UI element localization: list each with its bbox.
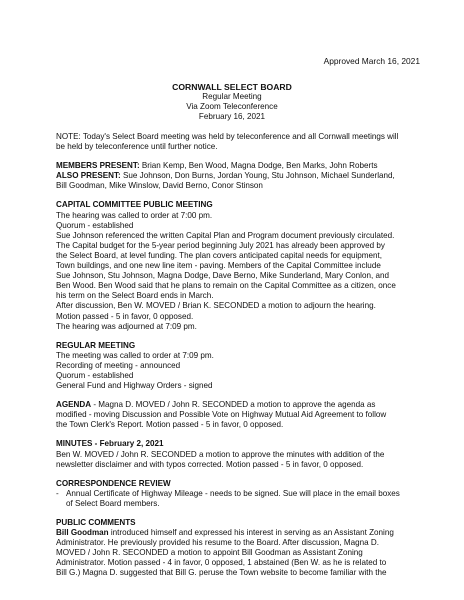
section-heading: CORRESPONDENCE REVIEW <box>56 478 171 488</box>
agenda-section <box>56 400 420 430</box>
text-line <box>56 528 420 538</box>
meeting-type: Regular Meeting <box>202 92 262 102</box>
text-line: of Select Board members. <box>66 498 160 508</box>
minutes-approval-section <box>56 439 420 469</box>
members-present-label: MEMBERS PRESENT: <box>56 161 140 171</box>
correspondence-list <box>56 489 420 509</box>
text-line: Motion passed - 5 in favor, 0 opposed. <box>56 311 194 321</box>
correspondence-section <box>56 479 420 509</box>
note-line: be held by teleconference until further notice. <box>56 142 218 152</box>
document-header <box>0 82 464 122</box>
text-fragment: introduced himself and expressed his interest in serving as an Assistant Zoning <box>108 528 394 538</box>
text-line: Bill G.) Magna D. suggested that Bill G. peruse the Town website to become familiar with the <box>56 568 387 578</box>
text-line: The meeting was called to order at 7:09 pm. <box>56 350 214 360</box>
also-present-label: ALSO PRESENT: <box>56 171 121 181</box>
text-line: General Fund and Highway Orders - signed <box>56 381 213 391</box>
text-line: Ben Wood. Ben Wood said that he plans to remain on the Capital Committee as a citizen, once <box>56 281 396 291</box>
text-line: MOVED / John R. SECONDED a motion to appoint Bill Goodman as Assistant Zoning <box>56 548 363 558</box>
members-present-names: Brian Kemp, Ben Wood, Magna Dodge, Ben Marks, John Roberts <box>139 161 378 171</box>
meeting-venue: Via Zoom Teleconference <box>186 102 278 112</box>
list-item <box>56 489 420 509</box>
also-present-names: Sue Johnson, Don Burns, Jordan Young, Stu Johnson, Michael Sunderland, <box>120 171 395 181</box>
regular-meeting-section <box>56 341 420 391</box>
section-heading: REGULAR MEETING <box>56 340 136 350</box>
text-line: newsletter disclaimer and with typos corrected. Motion passed - 5 in favor, 0 opposed. <box>56 459 364 469</box>
text-line: The Capital budget for the 5-year period beginning July 2021 has already been approved by <box>56 240 385 250</box>
text-line: modified - moving Discussion and Possible Vote on Highway Mutual Aid Agreement to follow <box>56 410 387 420</box>
text-line: After discussion, Ben W. MOVED / Brian K. SECONDED a motion to adjourn the hearing. <box>56 301 376 311</box>
text-line: Annual Certificate of Highway Mileage - needs to be signed. Sue will place in the email boxes <box>66 488 400 498</box>
text-line: Recording of meeting - announced <box>56 360 181 370</box>
teleconference-note <box>56 132 420 152</box>
note-line: NOTE: Today's Select Board meeting was held by teleconference and all Cornwall meetings will <box>56 132 399 141</box>
text-line: his term on the Select Board ends in March. <box>56 291 214 301</box>
text-line: Quorum - established <box>56 220 134 230</box>
members-present <box>56 161 420 171</box>
also-present <box>56 171 420 181</box>
text-line: Administrator. He previously provided his resume to the Board. After discussion, Magna D. <box>56 538 380 548</box>
text-line: Quorum - established <box>56 370 134 380</box>
text-line: Sue Johnson, Stu Johnson, Magna Dodge, Dave Berno, Mike Sunderland, Mary Conlon, and <box>56 271 389 281</box>
public-comments-section <box>56 518 420 579</box>
document-title: CORNWALL SELECT BOARD <box>172 82 292 92</box>
approval-date: Approved March 16, 2021 <box>323 56 420 66</box>
text-line: Sue Johnson referenced the written Capital Plan and Program document previously circulated. <box>56 230 395 240</box>
commenter-name: Bill Goodman <box>56 528 109 538</box>
minutes-body <box>56 132 420 579</box>
agenda-label: AGENDA <box>56 400 92 410</box>
agenda-line <box>56 400 420 410</box>
text-line: Administrator. Motion passed - 4 in favor, 0 opposed, 1 abstained (Ben W. as he is related to <box>56 558 387 568</box>
capital-committee-section <box>56 200 420 331</box>
text-line: The hearing was called to order at 7:00 pm. <box>56 210 213 220</box>
section-heading: CAPITAL COMMITTEE PUBLIC MEETING <box>56 200 213 210</box>
also-present-names-cont: Bill Goodman, Mike Winslow, David Berno, Conor Stinson <box>56 181 263 191</box>
text-fragment: - Magna D. MOVED / John R. SECONDED a motion to approve the agenda as <box>91 400 376 410</box>
meeting-date: February 16, 2021 <box>198 112 266 122</box>
text-line: The hearing was adjourned at 7:09 pm. <box>56 321 197 331</box>
text-line: the Select Board, at level funding. The plan covers anticipated capital needs for equipment, <box>56 250 383 260</box>
section-heading: PUBLIC COMMENTS <box>56 518 136 527</box>
text-line: Town buildings, and one new line item - paving. Members of the Capital Committee include <box>56 261 381 271</box>
dash-bullet: - <box>56 488 59 498</box>
section-heading: MINUTES - February 2, 2021 <box>56 439 164 449</box>
text-line: Ben W. MOVED / John R. SECONDED a motion to approve the minutes with addition of the <box>56 449 385 459</box>
attendance-section <box>56 161 420 191</box>
text-line: the Town Clerk's Report. Motion passed - 5 in favor, 0 opposed. <box>56 420 284 430</box>
